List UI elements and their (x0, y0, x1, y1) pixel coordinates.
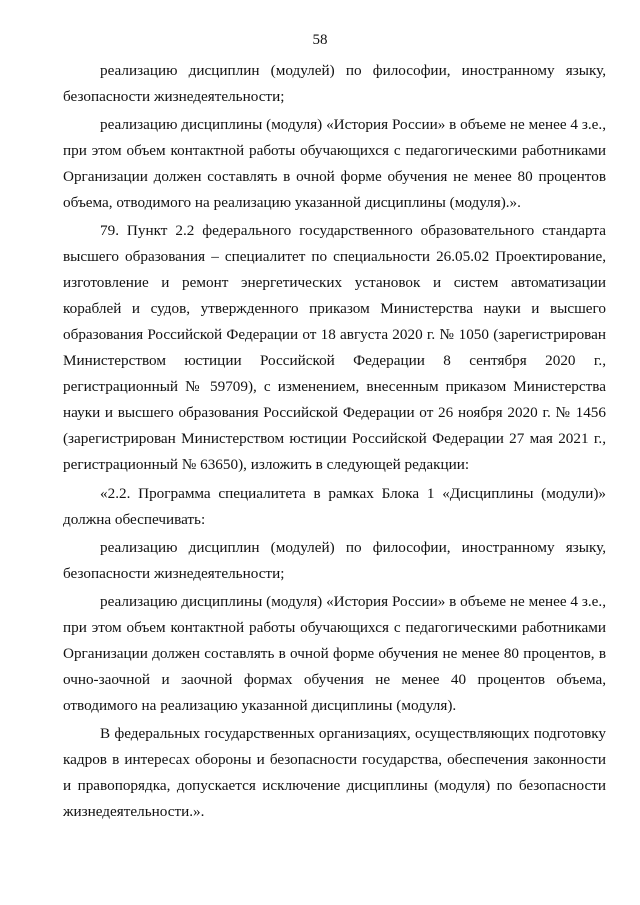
paragraph: реализацию дисциплины (модуля) «История России» в объеме не менее 4 з.е., при этом объем контактной работы обучающихся с педагогическими работниками Организации должен составлять в очной форме обучения не менее 80 процентов, в очно-заочной и заочной формах обучения не менее 40 процентов объема, отводимого на реализацию указанной дисциплины (модуля). (63, 592, 606, 714)
paragraph: реализацию дисциплины (модуля) «История России» в объеме не менее 4 з.е., при этом объем контактной работы обучающихся с педагогическими работниками Организации должен составлять в очной форме обучения не менее 80 процентов объема, отводимого на реализацию указанной дисциплины (модуля).». (63, 116, 606, 212)
paragraph: 79. Пункт 2.2 федерального государственного образовательного стандарта высшего образования – специалитет по специальности 26.05.02 Проектирование, изготовление и ремонт энергетических установок и систем автоматизации кораблей и судов, утвержденного приказом Министерства науки и высшего образования Российской Федерации от 18 августа 2020 г. № 1050 (зарегистрирован Министерством юстиции Российской Федерации 8 сентября 2020 г., регистрационный № 59709), с изменением, внесенным приказом Министерства науки и высшего образования Российской Федерации от 26 ноября 2020 г. № 1456 (зарегистрирован Министерством юстиции Российской Федерации 27 мая 2021 г., регистрационный № 63650), изложить в следующей редакции: (63, 222, 606, 474)
document-body (63, 58, 606, 827)
paragraph: реализацию дисциплин (модулей) по философии, иностранному языку, безопасности жизнедеятельности; (63, 538, 606, 582)
paragraph: «2.2. Программа специалитета в рамках Блока 1 «Дисциплины (модули)» должна обеспечивать: (63, 484, 606, 528)
paragraph: реализацию дисциплин (модулей) по философии, иностранному языку, безопасности жизнедеятельности; (63, 62, 606, 105)
page-number: 58 (312, 32, 328, 48)
paragraph: В федеральных государственных организациях, осуществляющих подготовку кадров в интересах обороны и безопасности государства, обеспечения законности и правопорядка, допускается исключение дисциплины (модуля) по безопасности жизнедеятельности.». (63, 725, 606, 821)
